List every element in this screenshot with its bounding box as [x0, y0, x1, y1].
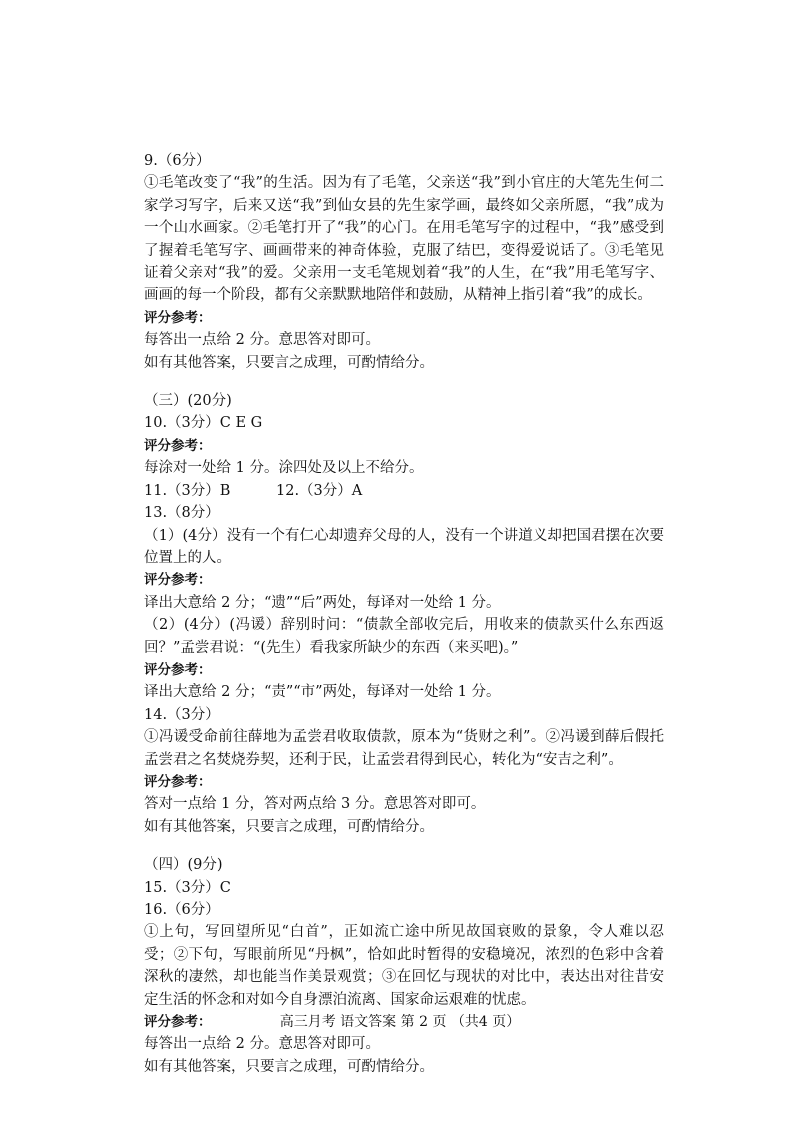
q9-grading-2: 如有其他答案，只要言之成理，可酌情给分。 — [144, 354, 434, 371]
q11-q12-row — [144, 480, 664, 502]
q14-grading-1: 答对一点给 1 分，答对两点给 3 分。意思答对即可。 — [144, 796, 486, 813]
q9-grading-1: 每答出一点给 2 分。意思答对即可。 — [144, 332, 380, 349]
q16-grading-2: 如有其他答案，只要言之成理，可酌情给分。 — [144, 1058, 434, 1075]
answer-page — [144, 150, 664, 1078]
q13-2-answer: （2）(4分）(冯谖）辞别时问：“债款全部收完后，用收来的债款买什么东西返回？”孟尝君说：“(先生）看我家所缺少的东西（来买吧)。” — [144, 617, 664, 656]
page-footer: 高三月考 语文答案 第 2 页 （共4 页） — [279, 1014, 521, 1030]
q16-grading-label: 评分参考： — [144, 1014, 212, 1031]
q16-header: 16.（6分） — [144, 902, 220, 918]
q13-1-grading-label: 评分参考： — [144, 572, 212, 589]
q9-answer: ①毛笔改变了“我”的生活。因为有了毛笔，父亲送“我”到小官庄的大笔先生何二家学习写字，后来又送“我”到仙女县的先生家学画，最终如父亲所愿，“我”成为一个山水画家。②毛笔打开了“我”的心门。在用毛笔写字的过程中，“我”感受到了握着毛笔写字、画画带来的神奇体验，克服了结巴，变得爱说话了。③毛笔见证着父亲对“我”的爱。父亲用一支毛笔规划着“我”的人生，在“我”用毛笔写字、画画的每一个阶段，都有父亲默默地陪伴和鼓励，从精神上指引着“我”的成长。 — [144, 175, 664, 304]
q13-2-grading-label: 评分参考： — [144, 661, 212, 678]
q10-grading-label: 评分参考： — [144, 437, 212, 454]
q14-grading-2: 如有其他答案，只要言之成理，可酌情给分。 — [144, 818, 434, 835]
q14-header: 14.（3分） — [144, 706, 220, 723]
q14-grading-label: 评分参考： — [144, 773, 212, 790]
q13-1-answer: （1）(4分）没有一个有仁心却遗弃父母的人，没有一个讲道义却把国君摆在次要位置上的人。 — [144, 527, 664, 566]
q12-answer: 12.（3分）A — [276, 482, 363, 499]
q10-answer: 10.（3分）C E G — [144, 415, 263, 432]
q11-answer: 11.（3分）B — [144, 482, 231, 499]
q14-answer: ①冯谖受命前往薛地为孟尝君收取债款，原本为“货财之利”。②冯谖到薛后假托孟尝君之名焚烧券契，还利于民，让孟尝君得到民心，转化为“安吉之利”。 — [144, 729, 664, 768]
q13-2-grading: 译出大意给 2 分；“责”“市”两处，每译对一处给 1 分。 — [144, 684, 501, 701]
q13-1-grading: 译出大意给 2 分；“遗”“后”两处，每译对一处给 1 分。 — [144, 594, 501, 611]
spacer — [144, 838, 664, 854]
q16-grading-1: 每答出一点给 2 分。意思答对即可。 — [144, 1036, 380, 1053]
q10-grading: 每涂对一处给 1 分。涂四处及以上不给分。 — [144, 460, 424, 477]
q9-header: 9.（6分） — [144, 153, 211, 169]
section3-header: （三）(20分) — [144, 393, 232, 410]
q15-answer: 15.（3分）C — [144, 879, 231, 896]
q16-answer: ①上句，写回望所见“白首”，正如流亡途中所见故国衰败的景象，令人难以忍受；②下句，写眼前所见“丹枫”，恰如此时暂得的安稳境况，浓烈的色彩中含着深秋的凄然，却也能当作美景观赏；③在回忆与现状的对比中，表达出对往昔安定生活的怀念和对如今自身漂泊流离、国家命运艰难的忧虑。 — [144, 924, 664, 1008]
section4-header: （四）(9分) — [144, 857, 223, 874]
q13-header: 13.（8分） — [144, 505, 220, 522]
spacer — [144, 374, 664, 390]
q9-grading-label: 评分参考： — [144, 309, 212, 326]
